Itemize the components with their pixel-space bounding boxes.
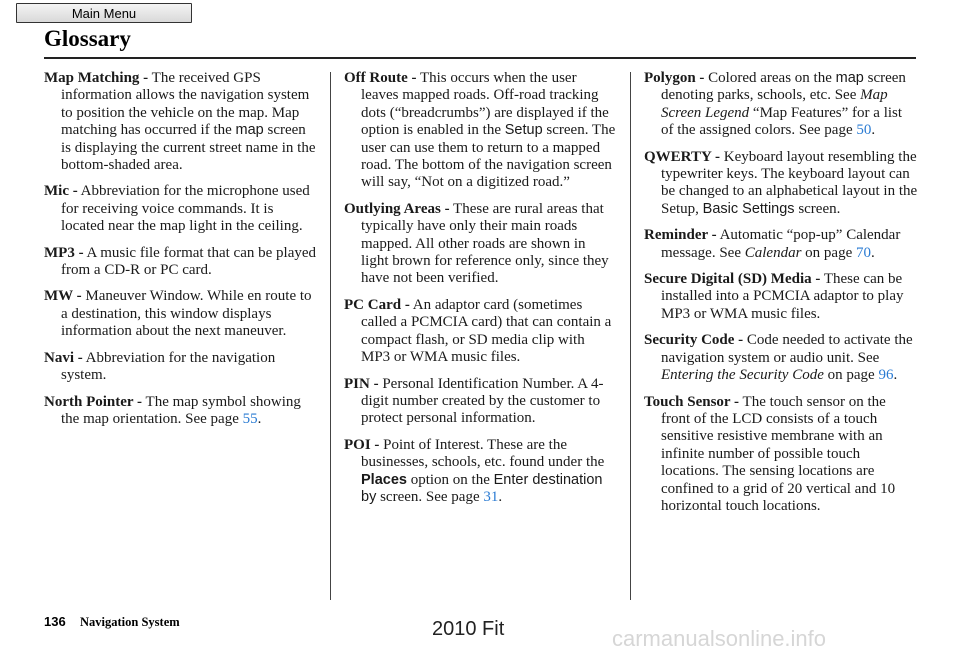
entry-text: on page [801, 244, 856, 261]
main-menu-button[interactable]: Main Menu [16, 3, 192, 23]
title-divider [44, 57, 916, 59]
entry-text: These can be installed into a PCMCIA adaptor to play MP3 or WMA music files. [661, 271, 904, 322]
glossary-entry-mic [44, 183, 316, 235]
entry-text: . [870, 244, 875, 261]
entry-text: “Map Features” for a list of the assigned colors. See page [661, 104, 903, 139]
entry-text: on page [823, 367, 879, 384]
entry-text: . [257, 410, 262, 427]
page-link[interactable]: 55 [242, 410, 258, 427]
entry-text: Abbreviation for the microphone used for receiving voice commands. It is located near the map light in the ceiling. [61, 183, 310, 235]
entry-text: screen. The user can use them to return to a mapped road. The bottom of the navigation screen will say, “Not on a digitized road.” [361, 122, 616, 191]
entry-term: Security Code - [644, 332, 744, 349]
column-divider [630, 72, 631, 600]
entry-text: option on the [406, 471, 494, 488]
entry-term: Outlying Areas - [344, 200, 450, 217]
glossary-entry-outlying-areas [344, 201, 616, 288]
entry-term: POI - [344, 436, 380, 453]
entry-term: MW - [44, 288, 82, 305]
screen-keyword: Basic Settings [702, 200, 795, 217]
entry-term: Mic - [44, 183, 78, 200]
glossary-entry-north-pointer [44, 394, 316, 429]
entry-text: The received GPS information allows the navigation system to position the vehicle on the map. Map matching has occurred if the [61, 70, 310, 139]
entry-term: Reminder - [644, 227, 717, 244]
entry-text: An adaptor card (sometimes called a PCMCIA card) that can contain a compact flash, or SD media clip with MP3 or WMA music files. [361, 296, 612, 366]
page-title: Glossary [44, 26, 131, 51]
entry-text: Code needed to activate the navigation system or audio unit. See [661, 332, 913, 366]
entry-text: screen denoting parks, schools, etc. See [661, 70, 906, 104]
entry-text: . [871, 122, 876, 139]
entry-term: PC Card - [344, 296, 410, 313]
screen-keyword: Enter destination by [361, 471, 603, 505]
glossary-entry-mw [44, 288, 316, 340]
glossary-entry-pc-card [344, 297, 616, 367]
entry-text: Abbreviation for the navigation system. [61, 349, 276, 384]
glossary-entry-qwerty [644, 149, 918, 219]
glossary-entry-poi [344, 437, 616, 507]
glossary-entry-mp3 [44, 245, 316, 280]
entry-text: Keyboard layout resembling the typewriter keys. The keyboard layout can be changed to an alphabetical layout in the Setup, [661, 148, 918, 217]
entry-term: Off Route - [344, 70, 417, 86]
entry-text: Maneuver Window. While en route to a destination, this window displays information about the next maneuver. [61, 288, 312, 340]
entry-term: MP3 - [44, 244, 84, 261]
screen-keyword: Places [361, 471, 407, 488]
entry-text: . [893, 367, 898, 384]
page-link[interactable]: 50 [856, 122, 872, 139]
glossary-entry-pin [344, 376, 616, 428]
entry-text: The map symbol showing the map orientation. See page [61, 393, 301, 427]
column-divider [330, 72, 331, 600]
entry-text: Automatic “pop-up” Calendar message. See [661, 227, 901, 261]
page-link[interactable]: 96 [878, 367, 894, 384]
glossary-entry-reminder [644, 227, 918, 262]
entry-term: Navi - [44, 349, 83, 366]
screen-keyword: map [235, 122, 264, 139]
glossary-column-1 [44, 70, 316, 437]
glossary-column-2 [344, 70, 616, 515]
entry-term: PIN - [344, 375, 379, 392]
reference-title: Map Screen Legend [661, 87, 888, 121]
glossary-entry-touch-sensor [644, 394, 918, 516]
entry-text: The touch sensor on the front of the LCD consists of a touch sensitive resistive membrane with an infinite number of possible touch locations. The sensing locations are confined to a grid of 20 vertical and 10 horizontal touch locations. [661, 393, 896, 514]
entry-term: Touch Sensor - [644, 393, 740, 410]
page-link[interactable]: 70 [855, 244, 871, 261]
entry-term: Secure Digital (SD) Media - [644, 271, 821, 288]
entry-text: screen is displaying the current street name in the bottom-shaded area. [61, 122, 316, 174]
page-number: 136 [44, 614, 66, 629]
entry-text: Point of Interest. These are the businesses, schools, etc. found under the [361, 436, 605, 471]
entry-term: Map Matching - [44, 70, 149, 86]
entry-text: . [498, 488, 503, 505]
screen-keyword: map [835, 70, 864, 86]
glossary-entry-off-route [344, 70, 616, 192]
reference-title: Calendar [744, 244, 802, 261]
watermark: carmanualsonline.info [612, 626, 827, 651]
page-link[interactable]: 31 [483, 488, 499, 505]
glossary-entry-navi [44, 350, 316, 385]
entry-text: A music file format that can be played from a CD-R or PC card. [61, 244, 317, 279]
entry-term: QWERTY - [644, 148, 721, 165]
glossary-entry-polygon [644, 70, 918, 140]
entry-text: This occurs when the user leaves mapped roads. Off-road tracking dots (“breadcrumbs”) are displayed if the option is enabled in the [361, 70, 609, 139]
glossary-entry-security-code [644, 332, 918, 384]
entry-term: North Pointer - [44, 393, 143, 410]
screen-keyword: Setup [504, 122, 543, 139]
entry-text: Personal Identification Number. A 4-digit number created by the customer to protect personal information. [361, 375, 604, 427]
glossary-column-3 [644, 70, 918, 524]
entry-text: screen. [794, 200, 841, 217]
model-label: 2010 Fit [432, 618, 505, 640]
entry-text: These are rural areas that typically have only their main roads mapped. All other roads are shown in light brown for reference only, since they have not been verified. [361, 200, 609, 287]
glossary-entry-secure-digital [644, 271, 918, 323]
entry-text: screen. See page [376, 488, 484, 505]
section-label: Navigation System [80, 615, 180, 629]
glossary-entry-map-matching [44, 70, 316, 174]
entry-term: Polygon - [644, 70, 705, 86]
entry-text: Colored areas on the [704, 70, 836, 86]
reference-title: Entering the Security Code [661, 367, 824, 384]
